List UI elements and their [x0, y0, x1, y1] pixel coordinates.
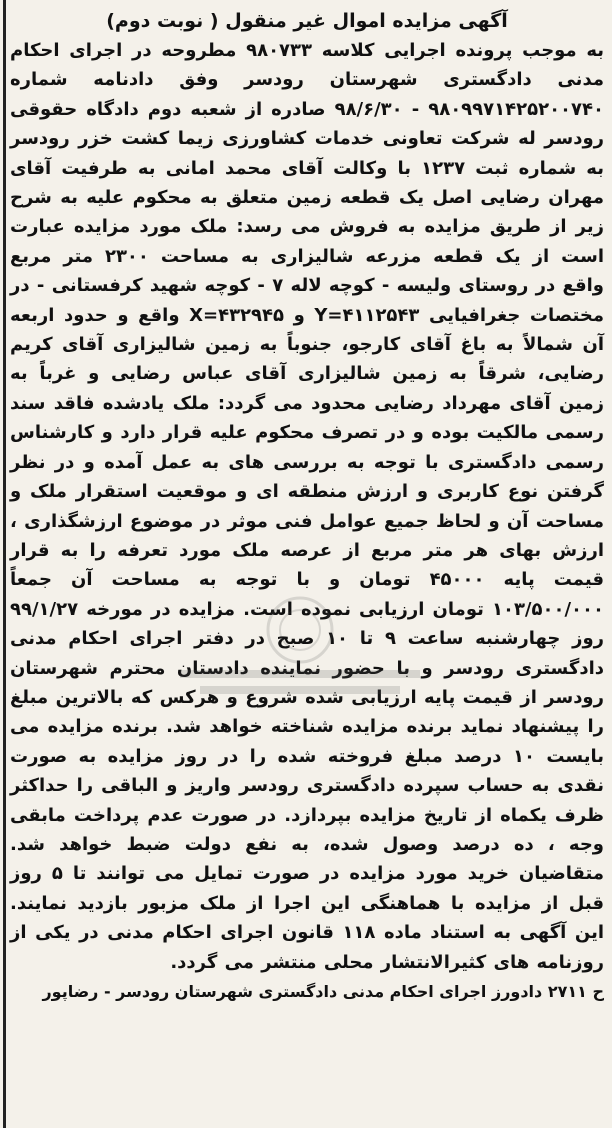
- column-border: [3, 0, 6, 1128]
- notice-body: به موجب پرونده اجرایی کلاسه ۹۸۰۷۳۳ مطروحه در اجرای احکام مدنی دادگستری شهرستان رودسر وفق دادنامه شماره ۹۸۰۹۹۷۱۴۲۵۲۰۰۷۴۰ - ۹۸/۶/۳۰ صادره از شعبه دوم دادگاه حقوقی رودسر له شرکت تعاونی خدمات کشاورزی زیما کشت خزر رودسر به شماره ثبت ۱۲۳۷ با وکالت آقای محمد امانی به طرفیت آقای مهران رضایی اصل یک قطعه زمین متعلق به محکوم علیه به شرح زیر از طریق مزایده به فروش می رسد: ملک مورد مزایده عبارت است از یک قطعه مزرعه شالیزاری به مساحت ۲۳۰۰ متر مربع واقع در روستای ولیسه - کوچه لاله ۷ - کوچه شهید کرفستانی - در مختصات جغرافیایی Y=۴۱۱۲۵۴۳ و X=۴۳۲۹۴۵ واقع و حدود اربعه آن شمالاً به باغ آقای کارجو، جنوباً به زمین شالیزاری آقای کریم رضایی، شرقاً به زمین شالیزاری آقای عباس رضایی و غرباً به زمین آقای مهرداد رضایی محدود می گردد: ملک یادشده فاقد سند رسمی مالکیت بوده و در تصرف محکوم علیه قرار دارد و کارشناس رسمی دادگستری با توجه به بررسی های به عمل آمده و در نظر گرفتن نوع کاربری و ارزش منطقه ای و موقعیت استقرار ملک و مساحت آن و لحاظ جمیع عوامل فنی موثر در موضوع ارزشگذاری ، ارزش بهای هر متر مربع از عرصه ملک مورد تعرفه را به قرار قیمت پایه ۴۵۰۰۰ تومان و با توجه به مساحت آن جمعاً ۱۰۳/۵۰۰/۰۰۰ تومان ارزیابی نموده است. مزایده در مورخه ۹۹/۱/۲۷ روز چهارشنبه ساعت ۹ تا ۱۰ صبح در دفتر اجرای احکام مدنی دادگستری رودسر و با حضور نماینده دادستان محترم شهرستان رودسر از قیمت پایه ارزیابی شده شروع و هرکس که بالاترین مبلغ را پیشنهاد نماید برنده مزایده شناخته خواهد شد. برنده مزایده می بایست ۱۰ درصد مبلغ فروخته شده را در روز مزایده به صورت نقدی به حساب سپرده دادگستری رودسر واریز و الباقی را حداکثر ظرف یکماه از تاریخ مزایده بپردازد. در صورت عدم پرداخت مابقی وجه ، ده درصد وصول شده، به نفع دولت ضبط خواهد شد. متقاضیان خرید مورد مزایده در صورت تمایل می توانند تا ۵ روز قبل از مزایده با هماهنگی این اجرا از ملک مزبور بازدید نمایند. این آگهی به استناد ماده ۱۱۸ قانون اجرای احکام مدنی در یکی از روزنامه های کثیرالانتشار محلی منتشر می گردد.: [10, 40, 605, 973]
- notice-title: آگهی مزایده اموال غیر منقول ( نوبت دوم): [106, 10, 508, 32]
- notice-footer: ح ۲۷۱۱ دادورز اجرای احکام مدنی دادگستری شهرستان رودسر - رضاپور: [42, 982, 604, 1001]
